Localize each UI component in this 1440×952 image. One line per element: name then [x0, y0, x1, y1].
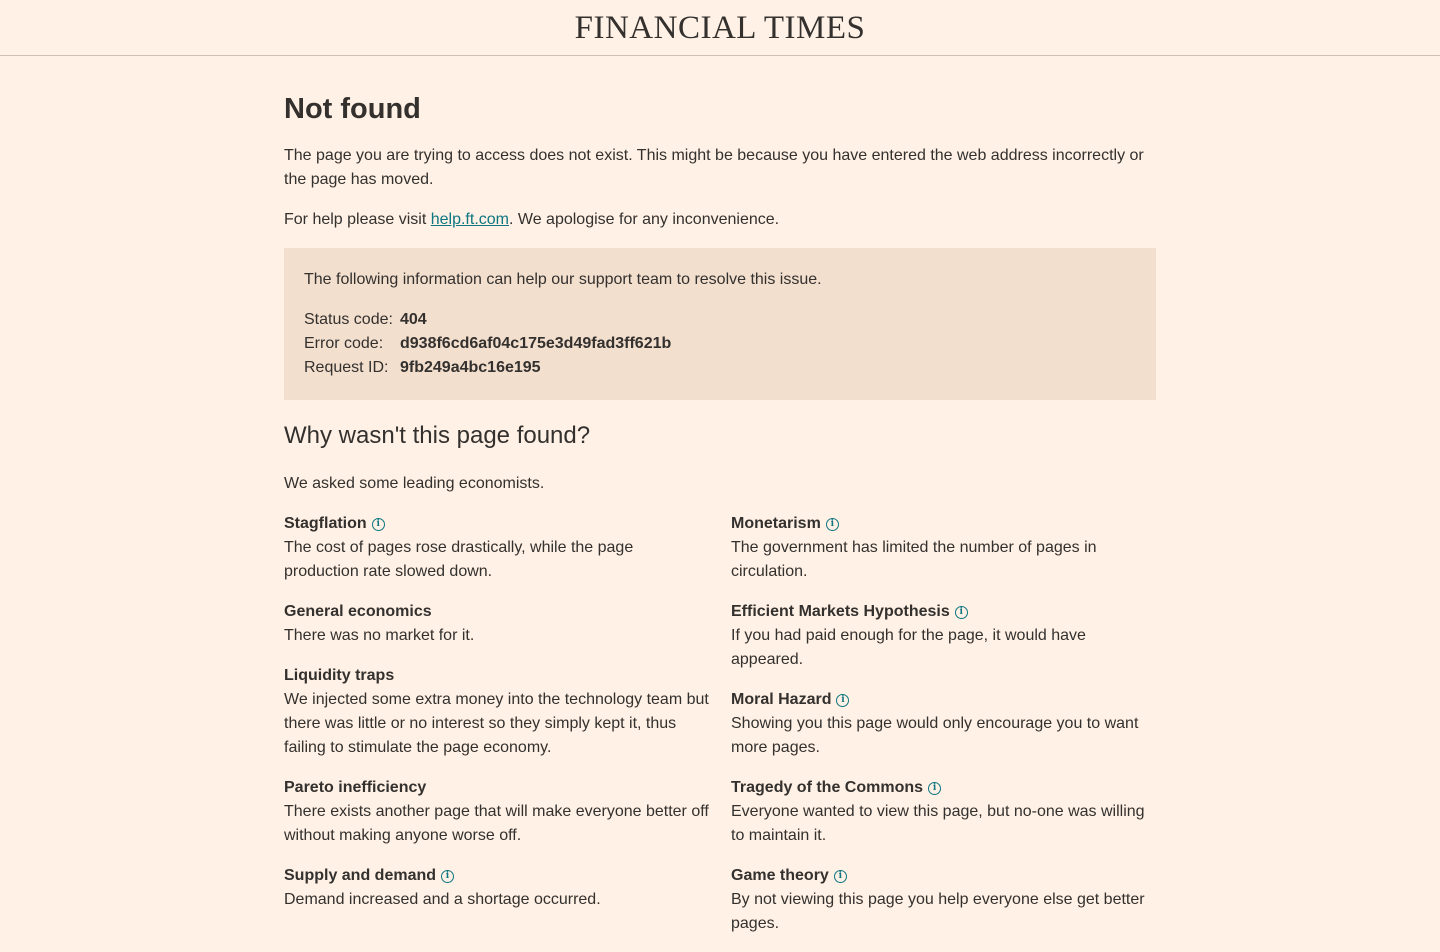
theory-moral-hazard: [731, 688, 1156, 760]
page-title: Not found: [284, 93, 421, 125]
asked-text: We asked some leading economists.: [284, 475, 545, 492]
masthead: [0, 0, 1440, 56]
theory-desc: There was no market for it.: [284, 627, 475, 644]
error-code-label: Error code:: [304, 335, 384, 352]
theory-stagflation: [284, 512, 709, 584]
theory-pareto-inefficiency: [284, 776, 709, 848]
theories-left-column: [284, 512, 709, 952]
theory-desc: Everyone wanted to view this page, but no-one was willing to maintain it.: [731, 803, 1145, 844]
theory-title: Tragedy of the Commons: [731, 779, 924, 796]
theory-title: Moral Hazard: [731, 691, 832, 708]
theory-supply-and-demand: [284, 864, 709, 912]
help-text: [284, 208, 1156, 232]
help-link[interactable]: help.ft.com: [430, 211, 509, 228]
theory-title: General economics: [284, 603, 432, 620]
theory-title: Monetarism: [731, 515, 821, 532]
theory-efficient-markets: [731, 600, 1156, 672]
theory-desc: We injected some extra money into the technology team but there was little or no interest so they simply kept it, thus failing to stimulate the page economy.: [284, 691, 709, 756]
status-code-label: Status code:: [304, 311, 393, 328]
theory-desc: Showing you this page would only encourage you to want more pages.: [731, 715, 1139, 756]
info-icon[interactable]: i: [836, 694, 849, 707]
request-id-value: 9fb249a4bc16e195: [400, 359, 541, 376]
support-lead: The following information can help our support team to resolve this issue.: [304, 271, 822, 288]
error-code-value: d938f6cd6af04c175e3d49fad3ff621b: [400, 335, 672, 352]
error-code-row: [304, 332, 1136, 356]
theory-liquidity-traps: [284, 664, 709, 760]
help-prefix: For help please visit: [284, 211, 431, 228]
main-content: [284, 56, 1156, 952]
theories-columns: [284, 512, 1156, 952]
theory-title: Pareto inefficiency: [284, 779, 427, 796]
support-info-box: [284, 248, 1156, 400]
ft-logo[interactable]: FINANCIAL TIMES: [574, 10, 866, 46]
theory-monetarism: [731, 512, 1156, 584]
theory-title: Efficient Markets Hypothesis: [731, 603, 950, 620]
theory-desc: The government has limited the number of pages in circulation.: [731, 539, 1097, 580]
theory-desc: If you had paid enough for the page, it would have appeared.: [731, 627, 1086, 668]
theory-desc: Demand increased and a shortage occurred.: [284, 891, 601, 908]
theory-desc: The cost of pages rose drastically, while the page production rate slowed down.: [284, 539, 634, 580]
theory-game-theory: [731, 864, 1156, 936]
theory-desc: By not viewing this page you help everyone else get better pages.: [731, 891, 1145, 932]
theory-tragedy-of-commons: [731, 776, 1156, 848]
intro-text: The page you are trying to access does not exist. This might be because you have entered the web address incorrectly or the page has moved.: [284, 147, 1144, 188]
info-icon[interactable]: i: [372, 518, 385, 531]
status-code-row: [304, 308, 1136, 332]
theory-title: Supply and demand: [284, 867, 437, 884]
status-code-value: 404: [400, 311, 427, 328]
info-icon[interactable]: i: [834, 870, 847, 883]
request-id-label: Request ID:: [304, 359, 389, 376]
theory-title: Game theory: [731, 867, 829, 884]
theories-right-column: [731, 512, 1156, 952]
info-icon[interactable]: i: [928, 782, 941, 795]
info-icon[interactable]: i: [826, 518, 839, 531]
why-heading: Why wasn't this page found?: [284, 422, 591, 449]
info-icon[interactable]: i: [955, 606, 968, 619]
theory-desc: There exists another page that will make everyone better off without making anyone worse off.: [284, 803, 709, 844]
theory-title: Liquidity traps: [284, 667, 395, 684]
theory-title: Stagflation: [284, 515, 367, 532]
theory-general-economics: [284, 600, 709, 648]
request-id-row: [304, 356, 1136, 380]
info-icon[interactable]: i: [441, 870, 454, 883]
help-suffix: . We apologise for any inconvenience.: [509, 211, 780, 228]
